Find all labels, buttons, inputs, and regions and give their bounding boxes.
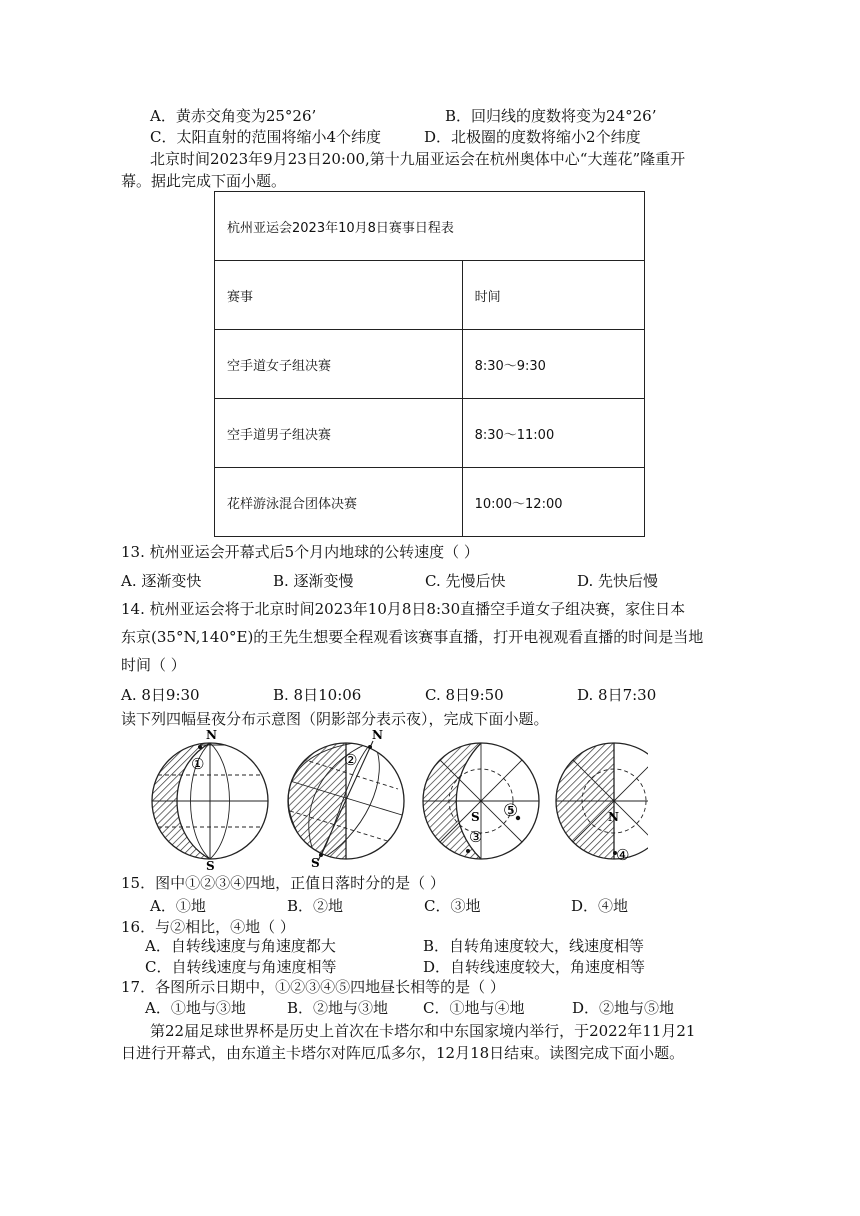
question-14-stem-line: 东京(35°N,140°E)的王先生想要全程观看该赛事直播，打开电视观看直播的时间是当地 [121, 628, 704, 646]
option-b: B．回归线的度数将变为24°26’ [445, 107, 657, 125]
question-15-stem: 15．图中①②③④四地，正值日落时分的是（ ） [121, 874, 445, 892]
globe-1-south-label: S [206, 859, 215, 872]
intro-paragraph-line: 幕。据此完成下面小题。 [121, 172, 287, 190]
table-cell: 空手道女子组决赛 [215, 330, 463, 399]
option-d: D．北极圈的度数将缩小2个纬度 [424, 128, 641, 146]
table-row [215, 399, 645, 468]
q16-option-d: D．自转线速度较大，角速度相等 [423, 958, 646, 976]
table-cell: 8:30～11:00 [462, 399, 644, 468]
q15-option-d: D．④地 [571, 897, 629, 915]
table-header-time: 时间 [462, 261, 644, 330]
point-4-label: ④ [616, 846, 630, 864]
table-cell: 8:30～9:30 [462, 330, 644, 399]
option-a: A．黄赤交角变为25°26’ [150, 107, 317, 125]
question-13-stem: 13. 杭州亚运会开幕式后5个月内地球的公转速度（ ） [121, 543, 479, 561]
day-night-globes-figure [148, 727, 648, 872]
q17-option-b: B．②地与③地 [287, 999, 389, 1017]
question-14-stem-line: 14. 杭州亚运会将于北京时间2023年10月8日8:30直播空手道女子组决赛，家住日本 [121, 600, 686, 618]
intro-paragraph-line: 第22届足球世界杯是历史上首次在卡塔尔和中东国家境内举行，于2022年11月21 [150, 1022, 696, 1040]
table-cell: 10:00～12:00 [462, 468, 644, 537]
q13-option-a: A. 逐渐变快 [121, 572, 202, 590]
globe-1-north-label: N [206, 728, 217, 742]
q17-option-a: A．①地与③地 [145, 999, 246, 1017]
table-header-event: 赛事 [215, 261, 463, 330]
globe-4-north-label: N [608, 810, 619, 824]
option-c: C．太阳直射的范围将缩小4个纬度 [150, 128, 382, 146]
q14-option-a: A. 8日9:30 [121, 686, 200, 704]
point-5-label: ⑤ [503, 801, 519, 821]
q16-option-c: C．自转线速度与角速度相等 [145, 958, 337, 976]
globe-3-south-label: S [471, 810, 480, 824]
point-2-label: ② [344, 751, 358, 769]
schedule-table [214, 191, 645, 537]
intro-paragraph-line: 北京时间2023年9月23日20:00,第十九届亚运会在杭州奥体中心“大莲花”隆重开 [150, 150, 686, 168]
figure-intro: 读下列四幅昼夜分布示意图（阴影部分表示夜），完成下面小题。 [121, 710, 549, 728]
intro-paragraph-line: 日进行开幕式，由东道主卡塔尔对阵厄瓜多尔，12月18日结束。读图完成下面小题。 [121, 1044, 685, 1062]
q16-option-a: A．自转线速度与角速度都大 [145, 937, 336, 955]
globe-2-north-label: N [372, 728, 383, 742]
globe-4 [553, 737, 648, 867]
q13-option-c: C. 先慢后快 [425, 572, 506, 590]
table-title-row [215, 192, 645, 261]
table-header-row [215, 261, 645, 330]
q16-option-b: B．自转角速度较大，线速度相等 [423, 937, 645, 955]
table-row [215, 330, 645, 399]
table-cell: 空手道男子组决赛 [215, 399, 463, 468]
globe-3 [423, 737, 539, 867]
table-title: 杭州亚运会2023年10月8日赛事日程表 [215, 192, 645, 261]
globe-2 [278, 737, 404, 867]
globe-2-south-label: S [311, 856, 320, 870]
q17-option-c: C．①地与④地 [423, 999, 525, 1017]
question-16-stem: 16．与②相比，④地（ ） [121, 918, 295, 936]
point-1-label: ① [191, 755, 205, 773]
table-row [215, 468, 645, 537]
q13-option-d: D. 先快后慢 [577, 572, 659, 590]
q14-option-c: C. 8日9:50 [425, 686, 504, 704]
q14-option-b: B. 8日10:06 [273, 686, 362, 704]
q17-option-d: D．②地与⑤地 [572, 999, 675, 1017]
q14-option-d: D. 8日7:30 [577, 686, 657, 704]
q15-option-a: A．①地 [150, 897, 206, 915]
table-cell: 花样游泳混合团体决赛 [215, 468, 463, 537]
q13-option-b: B. 逐渐变慢 [273, 572, 354, 590]
question-14-stem-line: 时间（ ） [121, 656, 186, 674]
q15-option-c: C．③地 [424, 897, 481, 915]
q15-option-b: B．②地 [287, 897, 344, 915]
question-17-stem: 17．各图所示日期中，①②③④⑤四地昼长相等的是（ ） [121, 978, 505, 996]
point-3-label: ③ [469, 828, 483, 846]
